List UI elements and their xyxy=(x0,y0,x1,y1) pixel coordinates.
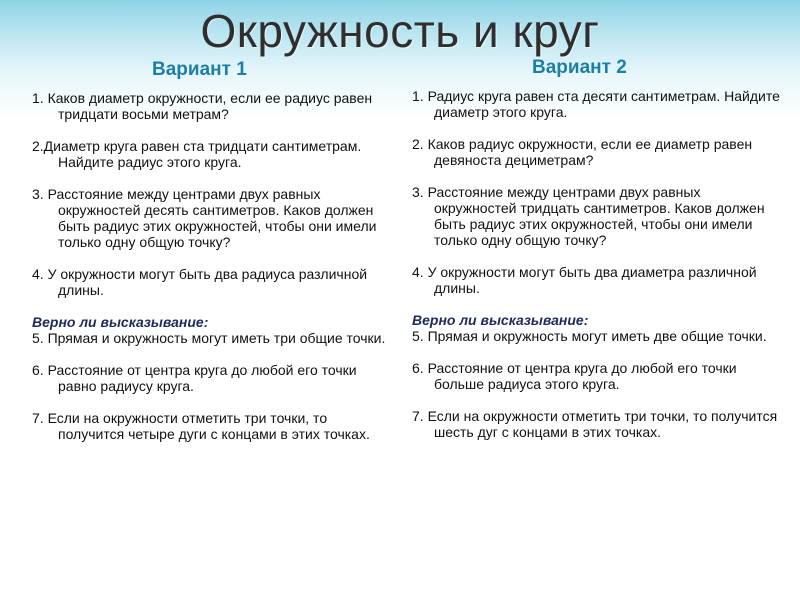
variant-1-statement-6: 6. Расстояние от центра круга до любой его точки равно радиусу круга. xyxy=(32,362,357,394)
variant-2-item-4: 4. У окружности могут быть два диаметра различной длины. xyxy=(412,264,757,296)
variant-2-item-3: 3. Расстояние между центрами двух равных окружностей тридцать сантиметров. Каков должен быть радиус этих окружностей, чтобы они имели только одну общую точку? xyxy=(412,184,765,248)
variant-1-column xyxy=(32,60,392,442)
variant-1-item-1: 1. Каков диаметр окружности, если ее радиус равен тридцати восьми метрам? xyxy=(32,90,373,122)
variant-2-heading: Вариант 2 xyxy=(532,57,627,78)
variant-1-statement-7: 7. Если на окружности отметить три точки, то получится четыре дуги с концами в этих точках. xyxy=(32,410,370,442)
variant-2-statement-7: 7. Если на окружности отметить три точки, то получится шесть дуг с концами в этих точках. xyxy=(412,408,778,440)
variant-1-statement-5: 5. Прямая и окружность могут иметь три общие точки. xyxy=(32,330,386,346)
variant-2-column xyxy=(412,57,780,440)
variant-1-heading: Вариант 1 xyxy=(152,59,247,80)
variant-1-verno: Верно ли высказывание: xyxy=(32,314,209,330)
variant-2-item-2: 2. Каков радиус окружности, если ее диаметр равен девяноста дециметрам? xyxy=(412,136,753,168)
variant-1-item-4: 4. У окружности могут быть два радиуса различной длины. xyxy=(32,266,368,298)
slide-title: Окружность и круг xyxy=(200,5,600,57)
variant-1-item-3: 3. Расстояние между центрами двух равных окружностей десять сантиметров. Каков должен быть радиус этих окружностей, чтобы они имели только одну общую точку? xyxy=(32,186,377,250)
variant-1-item-2: 2.Диаметр круга равен ста тридцати сантиметрам. Найдите радиус этого круга. xyxy=(32,138,362,170)
variant-2-verno: Верно ли высказывание: xyxy=(412,312,589,328)
variant-2-statement-5: 5. Прямая и окружность могут иметь две общие точки. xyxy=(412,328,767,344)
variant-2-item-1: 1. Радиус круга равен ста десяти сантиметрам. Найдите диаметр этого круга. xyxy=(412,88,780,120)
variant-2-statement-6: 6. Расстояние от центра круга до любой его точки больше радиуса этого круга. xyxy=(412,360,737,392)
